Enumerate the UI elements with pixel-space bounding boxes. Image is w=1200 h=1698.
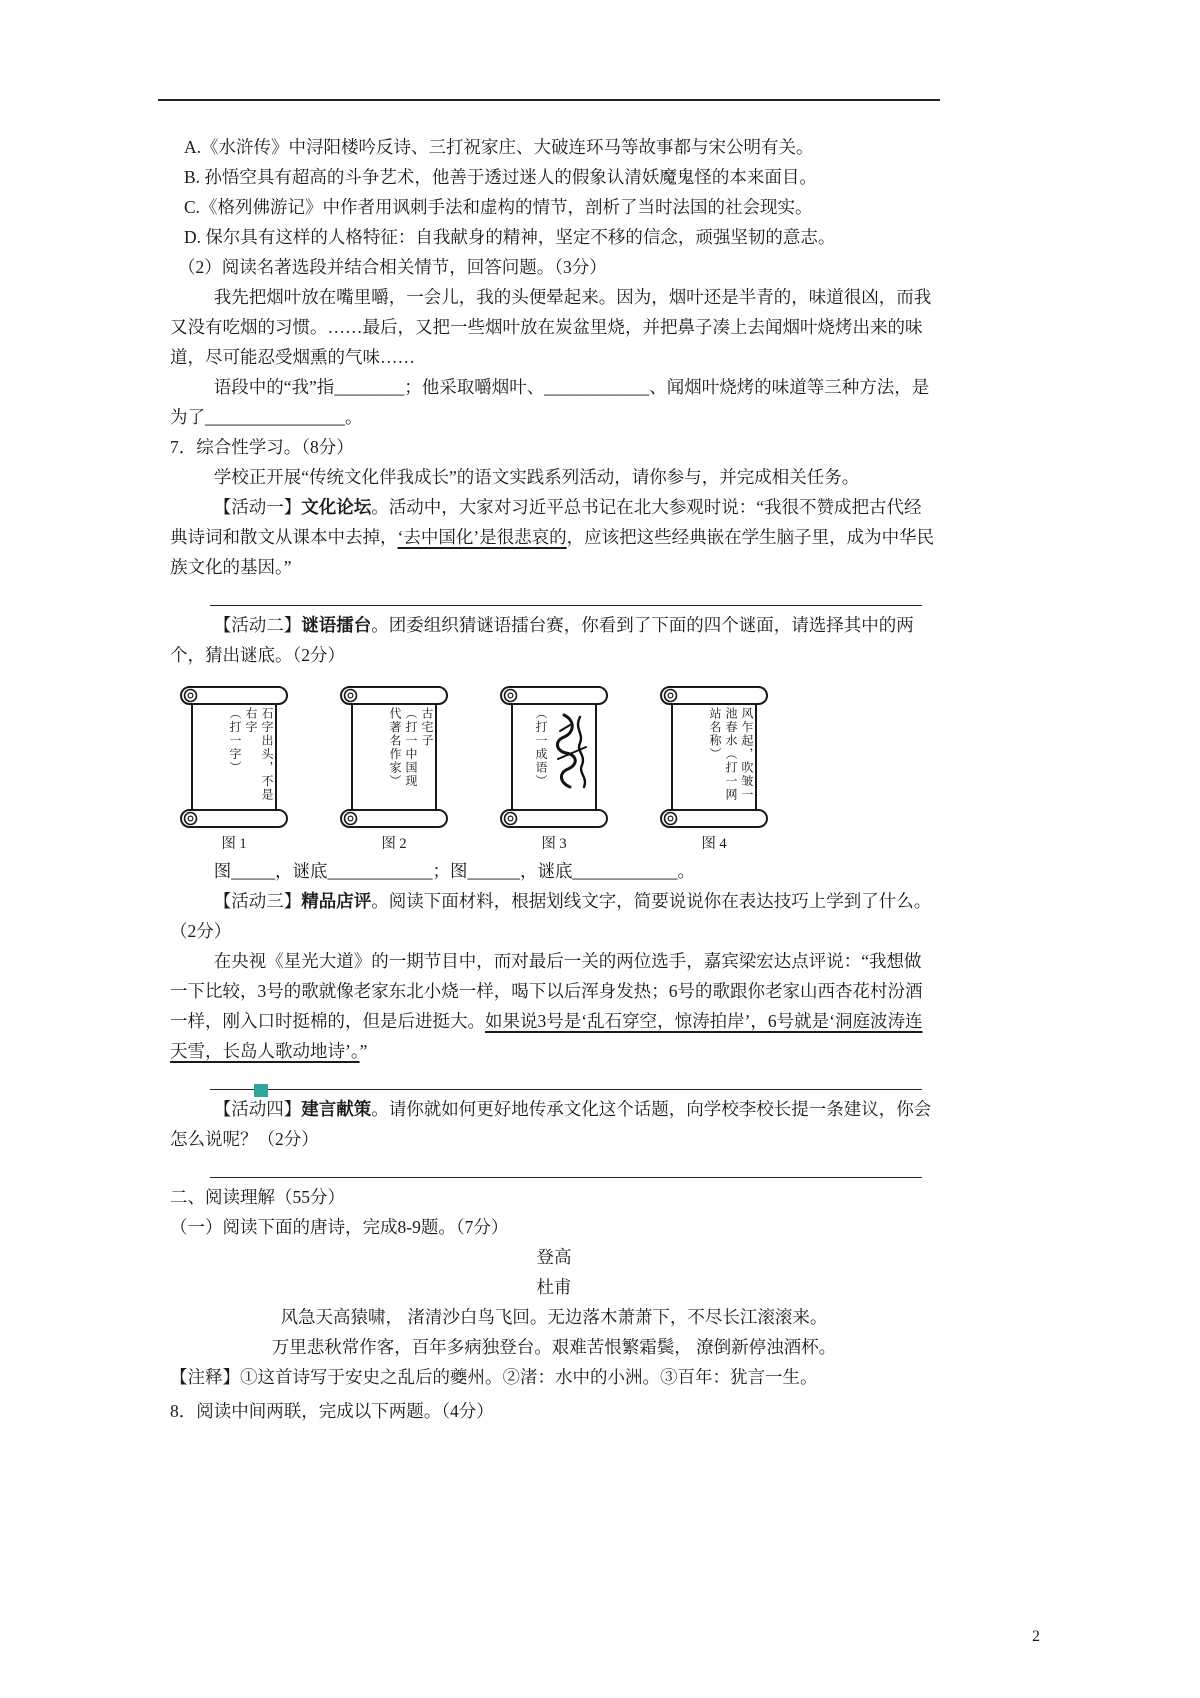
activity-4-text: 。请你就如何更好地传承文化这个话题，向学校李校长提一条建议，你会怎么说呢？（2分） [170, 1099, 932, 1149]
riddle-scroll-2 [338, 682, 450, 854]
riddle-column: 站名称） [708, 707, 722, 761]
activity-3-text: 。阅读下面材料，根据划线文字，简要说说你在表达技巧上学到了什么。（2分） [170, 891, 932, 941]
scroll-frame-3 [498, 682, 610, 832]
section-2-part-1-header: （一）阅读下面的唐诗，完成8-9题。（7分） [170, 1217, 509, 1237]
poem-line-2: 万里悲秋常作客，百年多病独登台。艰难苦恨繁霜鬓， 潦倒新停浊酒杯。 [271, 1337, 837, 1357]
page-content [170, 132, 938, 1426]
activity-3-material [170, 946, 938, 1066]
option-d: D. 保尔具有这样的人格特征：自我献身的精神，坚定不移的信念，顽强坚韧的意志。 [184, 227, 836, 247]
poem-line-1: 风急天高猿啸， 渚清沙白鸟飞回。无边落木萧萧下，不尽长江滚滚来。 [280, 1307, 828, 1327]
answer-line-activity-4 [210, 1156, 922, 1178]
activity-3-title: 精品店评 [301, 891, 372, 911]
scroll-caption-3: 图 3 [541, 836, 567, 852]
activity-1-underlined-text: ‘去中国化’是很悲哀的 [397, 527, 567, 547]
riddle-scroll-4 [658, 682, 770, 854]
riddle-scroll-3 [498, 682, 610, 854]
activity-1-text-after: ，应该把这些经典嵌在学生脑子里，成为中华民族文化的基因。” [170, 527, 935, 577]
riddle-column: （打一中国现 [404, 707, 418, 788]
question-8-header: 8．阅读中间两联，完成以下两题。（4分） [170, 1401, 494, 1421]
header-rule [158, 99, 940, 101]
scroll-caption-1: 图 1 [221, 836, 247, 852]
riddle-column: 古宅子 [420, 707, 434, 748]
activity-1-text-before: 。活动中，大家对习近平总书记在北大参观时说：“我很不赞成把古代经典诗词和散文从课本中去掉， [170, 497, 922, 547]
stylized-character-icon [550, 707, 594, 803]
scroll-caption-2: 图 2 [381, 836, 407, 852]
activity-3-label: 【活动三】 [213, 891, 302, 911]
riddle-text-2 [356, 707, 434, 807]
question-7-header: 7．综合性学习。（8分） [170, 437, 354, 457]
question-2-blanks: 语段中的“我”指________；他采取嚼烟叶、____________、闻烟叶烧烤的味道等三种方法，是为了________________。 [170, 377, 930, 427]
riddle-text-1 [196, 707, 274, 807]
answer-line-activity-3 [210, 1068, 922, 1090]
activity-1-paragraph [170, 492, 938, 582]
answer-line-activity-1 [210, 584, 922, 606]
question-2-header: （2）阅读名著选段并结合相关情节，回答问题。（3分） [178, 257, 607, 277]
activity-2-text: 。团委组织猜谜语擂台赛，你看到了下面的四个谜面，请选择其中的两个，猜出谜底。（2分） [170, 615, 914, 665]
riddle-scroll-1 [178, 682, 290, 854]
riddle-answer-blanks: 图_____，谜底____________；图______，谜底____________。 [213, 861, 695, 881]
scroll-frame-2 [338, 682, 450, 832]
riddle-column: （打一成语） [534, 707, 548, 788]
activity-1-title: 文化论坛 [301, 497, 372, 517]
activity-3-paragraph [170, 886, 938, 946]
option-c: C.《格列佛游记》中作者用讽刺手法和虚构的情节，剖析了当时法国的社会现实。 [184, 197, 813, 217]
activity-3-body-before: 在央视《星光大道》的一期节目中，而对最后一关的两位选手，嘉宾梁宏达点评说：“我想做一下比较，3号的歌就像老家东北小烧一样，喝下以后浑身发热；6号的歌跟你老家山西杏花村汾酒一样，刚入口时挺棉的，但是后进挺大。 [170, 951, 923, 1031]
option-b: B. 孙悟空具有超高的斗争艺术，他善于透过迷人的假象认清妖魔鬼怪的本来面目。 [184, 167, 817, 187]
activity-2-paragraph [170, 610, 938, 670]
scroll-frame-4 [658, 682, 770, 832]
riddle-column: 风乍起，吹皱一 [740, 707, 754, 802]
riddle-text-4 [676, 707, 754, 807]
scroll-frame-1 [178, 682, 290, 832]
activity-3-underlined-text: 如果说3号是‘乱石穿空，惊涛拍岸’，6号就是‘洞庭波涛连天雪，长岛人歌动地诗’。 [170, 1011, 923, 1061]
riddle-column: 石字出头，不是 [260, 707, 274, 802]
option-a: A.《水浒传》中浔阳楼吟反诗、三打祝家庄、大破连环马等故事都与宋公明有关。 [184, 137, 814, 157]
activity-2-label: 【活动二】 [213, 615, 302, 635]
question-7-intro: 学校正开展“传统文化伴我成长”的语文实践系列活动，请你参与，并完成相关任务。 [213, 467, 860, 487]
scroll-caption-4: 图 4 [701, 836, 727, 852]
novel-excerpt: 我先把烟叶放在嘴里嚼，一会儿，我的头便晕起来。因为，烟叶还是半青的，味道很凶，而我又没有吃烟的习惯。……最后，又把一些烟叶放在炭盆里烧，并把鼻子凑上去闻烟叶烧烤出来的味道，尽可能忍受烟熏的气味…… [170, 287, 932, 367]
riddle-scrolls [178, 682, 938, 854]
riddle-text-3 [516, 707, 594, 807]
activity-4-title: 建言献策 [301, 1099, 372, 1119]
poem-title: 登高 [536, 1247, 572, 1267]
riddle-column: 代著名作家） [388, 707, 402, 788]
activity-3-body-after: ” [359, 1041, 368, 1061]
highlight-artifact [254, 1084, 268, 1097]
activity-1-label: 【活动一】 [213, 497, 302, 517]
page-number: 2 [1032, 1628, 1040, 1645]
activity-4-paragraph [170, 1094, 938, 1154]
activity-4-label: 【活动四】 [213, 1099, 302, 1119]
poem-notes: 【注释】①这首诗写于安史之乱后的夔州。②渚：水中的小洲。③百年：犹言一生。 [170, 1367, 818, 1387]
riddle-column: 池春水（打一网 [724, 707, 738, 802]
activity-2-title: 谜语擂台 [301, 615, 372, 635]
section-2-header: 二、阅读理解（55分） [170, 1187, 345, 1207]
poem-author: 杜甫 [536, 1277, 572, 1297]
riddle-column: 右字 [244, 707, 258, 734]
riddle-column: （打一字） [228, 707, 242, 775]
